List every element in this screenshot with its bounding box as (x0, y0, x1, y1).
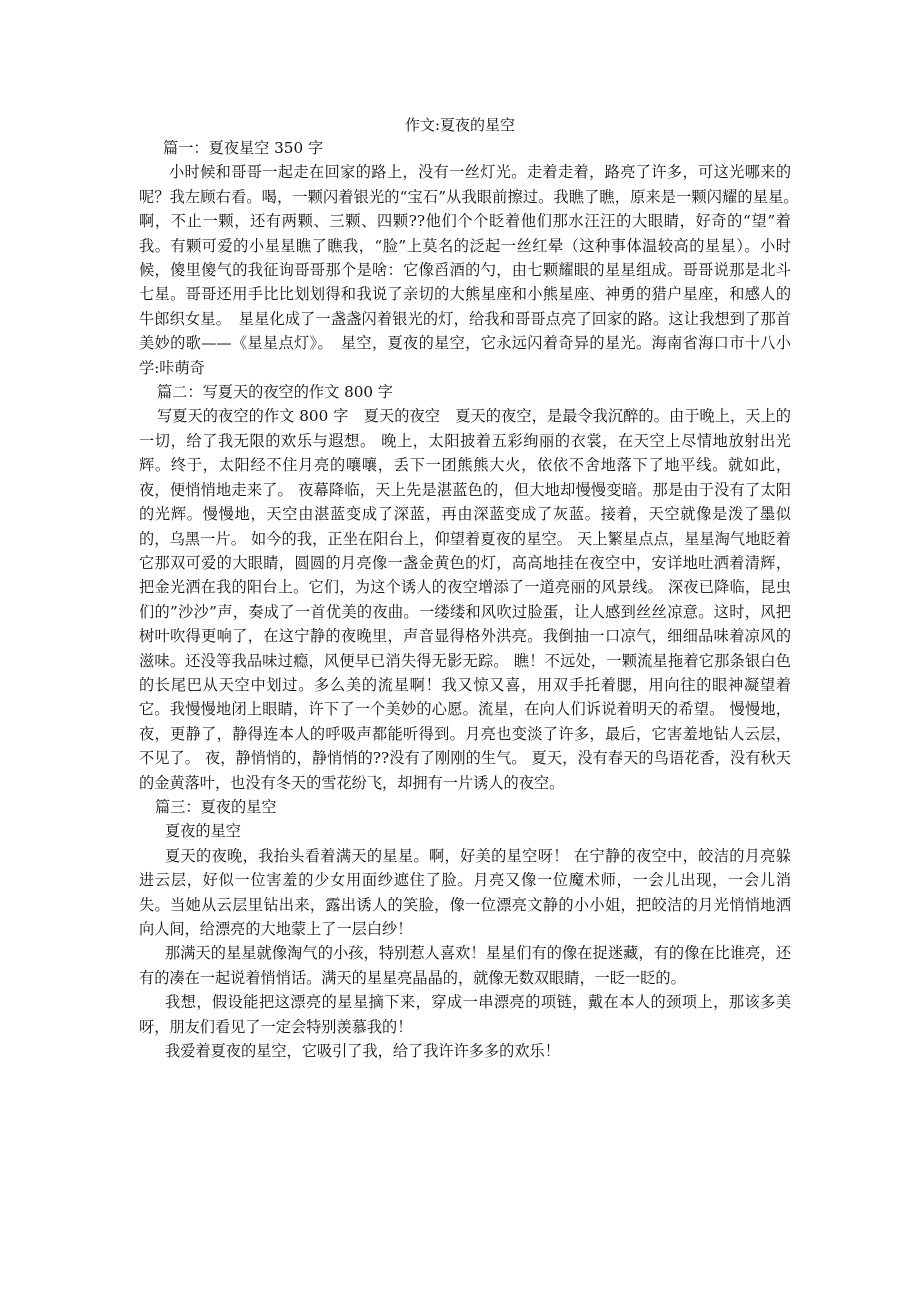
section-3-paragraph: 我想，假设能把这漂亮的星星摘下来，穿成一串漂亮的项链，戴在本人的颈项上，那该多美呀，朋友们看见了一定会特别羡慕我的！ (139, 993, 791, 1036)
section-2-paragraph: 写夏天的夜空的作文 800 字 夏天的夜空 夏天的夜空，是最令我沉醉的。由于晚上，天上的一切，给了我无限的欢乐与遐想。 晚上，太阳披着五彩绚丽的衣裳，在天空上尽情地放射出光辉。终于，太阳经不住月亮的嚷嚷，丢下一团熊熊大火，依依不舍地落下了地平线。就如此，夜，便悄悄地走来了。 夜幕降临，天上先是湛蓝色的，但大地却慢慢变暗。那是由于没有了太阳的光辉。慢慢地，天空由湛蓝变成了深蓝，再由深蓝变成了灰蓝。接着，天空就像是泼了墨似的，乌黑一片。 如今的我，正坐在阳台上，仰望着夏夜的星空。 天上繁星点点，星星淘气地眨着它那双可爱的大眼睛，圆圆的月亮像一盏金黄色的灯，高高地挂在夜空中，安详地吐洒着清辉，把金光洒在我的阳台上。它们，为这个诱人的夜空增添了一道亮丽的风景线。 深夜已降临，昆虫们的”沙沙”声，奏成了一首优美的夜曲。一缕缕和风吹过脸蛋，让人感到丝丝凉意。这时，风把树叶吹得更响了，在这宁静的夜晚里，声音显得格外洪亮。我倒抽一口凉气，细细品味着凉风的滋味。还没等我品味过瘾，风便早已消失得无影无踪。 瞧！不远处，一颗流星拖着它那条银白色的长尾巴从天空中划过。多么美的流星啊！我又惊又喜，用双手托着腮，用向往的眼神凝望着它。我慢慢地闭上眼睛，许下了一个美妙的心愿。流星，在向人们诉说着明天的希望。 慢慢地，夜，更静了，静得连本人的呼吸声都能听得到。月亮也变淡了许多，最后，它害羞地钻人云层，不见了。 夜，静悄悄的，静悄悄的??没有了刚刚的生气。 夏天，没有春天的鸟语花香，没有秋天的金黄落叶，也没有冬天的雪花纷飞，却拥有一片诱人的夜空。 (139, 407, 791, 792)
section-heading-1: 篇一：夏夜星空 350 字 (163, 139, 324, 157)
section-heading-3: 篇三：夏夜的星空 (155, 797, 277, 816)
section-heading-2: 篇二：写夏天的夜空的作文 800 字 (157, 383, 394, 402)
section-3-subheading: 夏夜的星空 (165, 822, 241, 841)
document-body (139, 136, 807, 1063)
document-title: 作文:夏夜的星空 (404, 116, 516, 134)
section-3-paragraph: 夏天的夜晚，我抬头看着满天的星星。啊，好美的星空呀！ 在宁静的夜空中，皎洁的月亮躲进云层，好似一位害羞的少女用面纱遮住了脸。月亮又像一位魔术师，一会儿出现，一会儿消失。当她从云层里钻出来，露出诱人的笑脸，像一位漂亮文静的小小姐，把皎洁的月光悄悄地洒向人间，给漂亮的大地蒙上了一层白纱！ (139, 846, 791, 938)
section-1-paragraph: 小时候和哥哥一起走在回家的路上，没有一丝灯光。走着走着，路亮了许多，可这光哪来的呢？我左顾右看。喝，一颗闪着银光的“宝石”从我眼前擦过。我瞧了瞧，原来是一颗闪耀的星星。 啊，不止一颗，还有两颗、三颗、四颗??他们个个眨着他们那水汪汪的大眼睛，好奇的“望”着我。有颗可爱的小星星瞧了瞧我，“脸”上莫名的泛起一丝红晕（这种事体温较高的星星）。小时候，傻里傻气的我征询哥哥那个是啥：它像舀酒的勺，由七颗耀眼的星星组成。哥哥说那是北斗七星。哥哥还用手比比划划得和我说了亲切的大熊星座和小熊星座、神勇的猎户星座，和感人的牛郎织女星。 星星化成了一盏盏闪着银光的灯，给我和哥哥点亮了回家的路。这让我想到了那首美妙的歌——《星星点灯》。 星空，夏夜的星空，它永远闪着奇异的星光。海南省海口市十八小学:咔萌奇 (139, 163, 807, 377)
section-3-paragraph: 我爱着夏夜的星空，它吸引了我，给了我许许多多的欢乐！ (165, 1042, 560, 1061)
section-3-paragraph: 那满天的星星就像淘气的小孩，特别惹人喜欢！星星们有的像在捉迷藏，有的像在比谁亮，还有的凑在一起说着悄悄话。满天的星星亮晶晶的，就像无数双眼睛，一眨一眨的。 (139, 944, 791, 987)
